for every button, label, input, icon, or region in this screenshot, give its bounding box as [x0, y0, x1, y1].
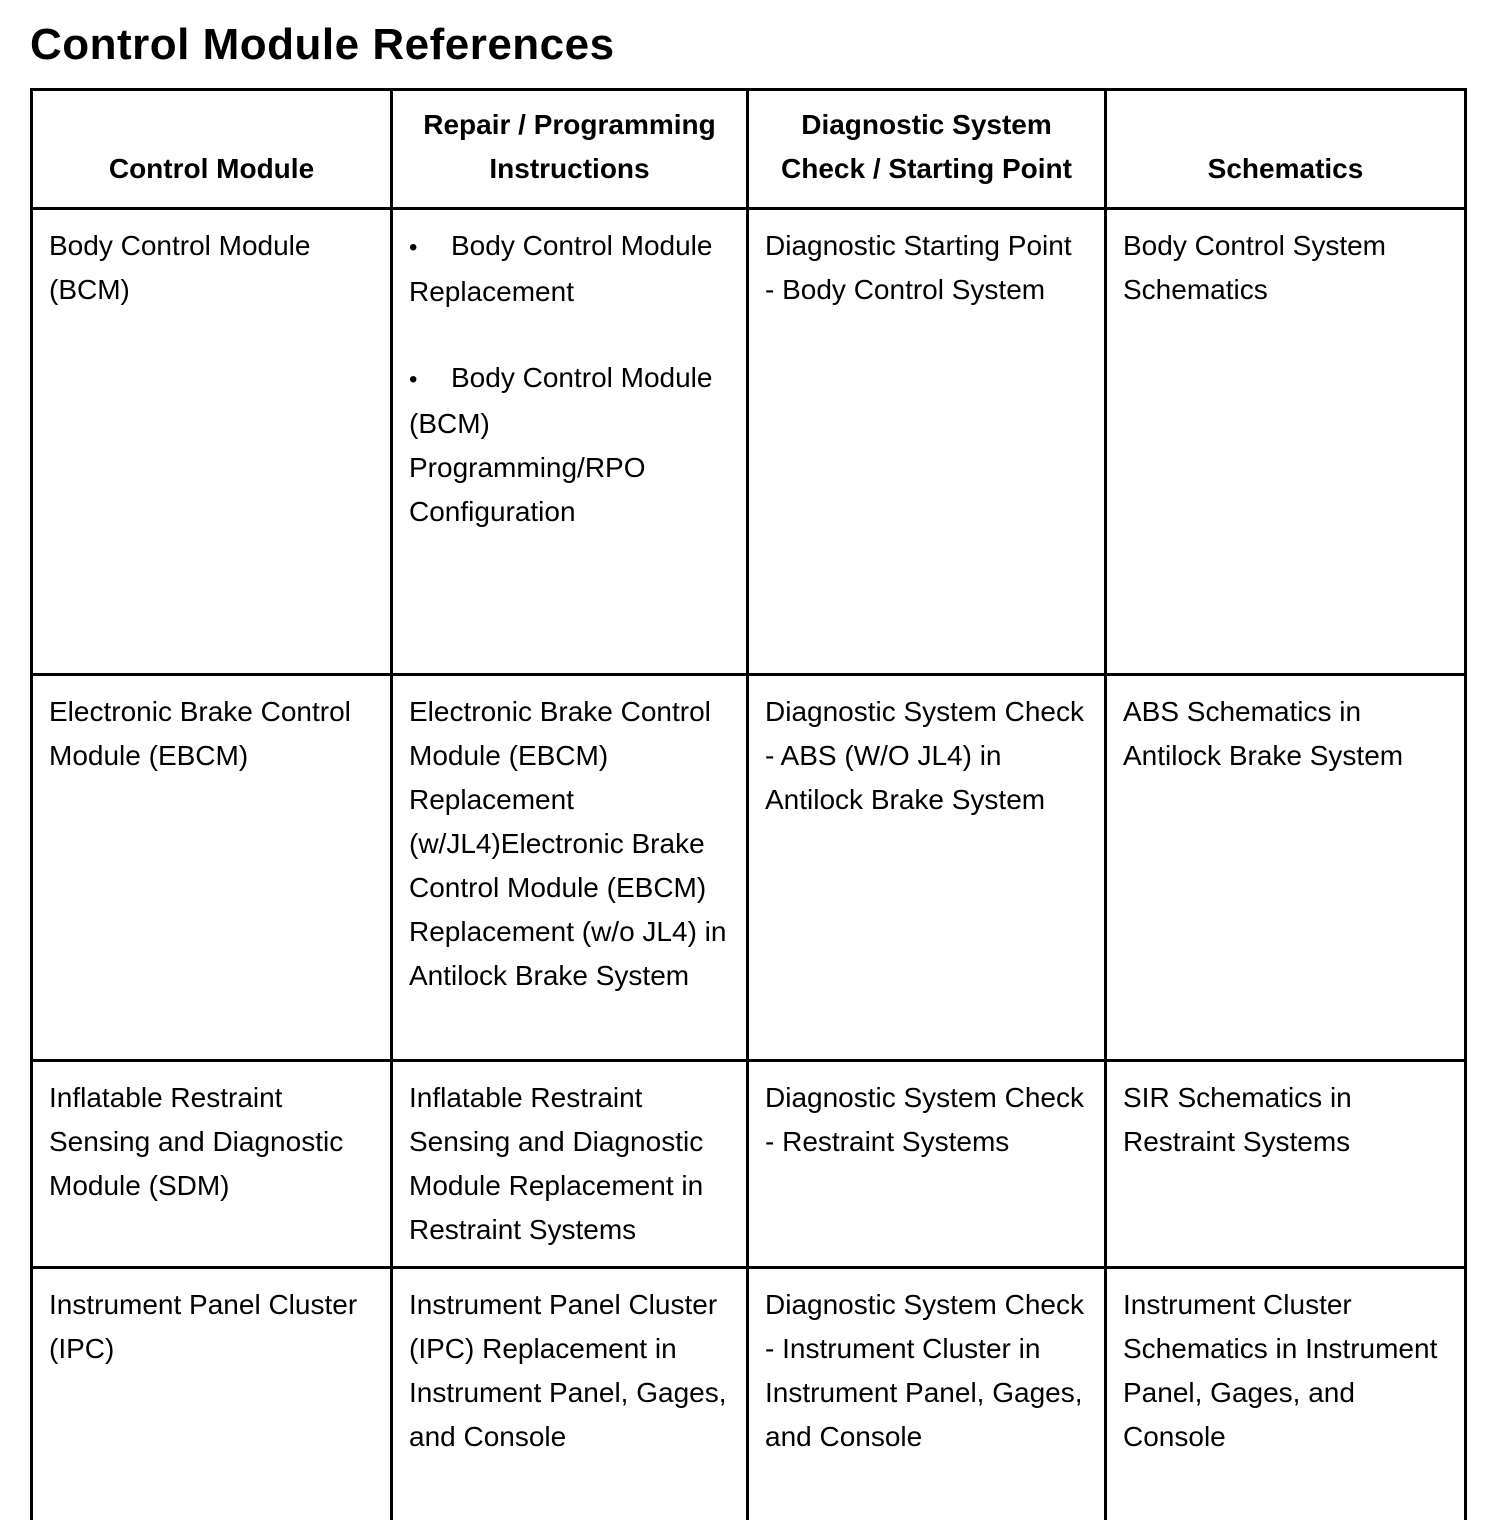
- cell-control-module: [32, 675, 392, 1061]
- cell-diagnostic-check: [748, 675, 1106, 1061]
- cell-schematics: [1106, 675, 1466, 1061]
- repair-instruction-text: Electronic Brake Control Module (EBCM) Replacement (w/JL4)Electronic Brake Control Module (EBCM) Replacement (w/o JL4) in Antilock Brake System: [409, 696, 727, 991]
- diagnostic-check-text: Diagnostic System Check - ABS (W/O JL4) in Antilock Brake System: [765, 696, 1085, 815]
- diagnostic-check-text: Diagnostic System Check - Restraint Systems: [765, 1082, 1085, 1157]
- cell-repair-instructions: [392, 1268, 748, 1520]
- table-row: [32, 1268, 1466, 1520]
- bullet-icon: •: [409, 366, 418, 393]
- cell-control-module: [32, 1268, 392, 1520]
- cell-repair-instructions: [392, 209, 748, 675]
- header-row: [32, 90, 1466, 209]
- table-row: [32, 675, 1466, 1061]
- cell-schematics: [1106, 1268, 1466, 1520]
- repair-instruction-item: [409, 356, 728, 534]
- cell-control-module: [32, 1061, 392, 1268]
- cell-control-module: [32, 209, 392, 675]
- repair-instruction-item: [409, 224, 728, 314]
- control-module-name: Body Control Module (BCM): [49, 230, 311, 305]
- control-module-name: Electronic Brake Control Module (EBCM): [49, 696, 351, 771]
- cell-diagnostic-check: [748, 1061, 1106, 1268]
- cell-schematics: [1106, 1061, 1466, 1268]
- control-module-references-table: [30, 88, 1467, 1520]
- header-control-module: Control Module: [32, 90, 392, 209]
- header-repair-programming-instructions: Repair / Programming Instructions: [392, 90, 748, 209]
- page-title: Control Module References: [30, 20, 615, 69]
- header-schematics: Schematics: [1106, 90, 1466, 209]
- schematics-text: Instrument Cluster Schematics in Instrument Panel, Gages, and Console: [1123, 1289, 1438, 1452]
- table-row: [32, 209, 1466, 675]
- repair-instruction-text: Body Control Module Replacement: [409, 230, 713, 307]
- control-module-name: Instrument Panel Cluster (IPC): [49, 1289, 358, 1364]
- cell-repair-instructions: [392, 1061, 748, 1268]
- schematics-text: SIR Schematics in Restraint Systems: [1123, 1082, 1352, 1157]
- control-module-name: Inflatable Restraint Sensing and Diagnostic Module (SDM): [49, 1082, 344, 1201]
- repair-instruction-text: Inflatable Restraint Sensing and Diagnostic Module Replacement in Restraint Systems: [409, 1082, 704, 1245]
- diagnostic-check-text: Diagnostic Starting Point - Body Control System: [765, 230, 1072, 305]
- repair-instruction-text: Body Control Module (BCM) Programming/RPO Configuration: [409, 362, 713, 527]
- table-row: [32, 1061, 1466, 1268]
- schematics-text: Body Control System Schematics: [1123, 230, 1386, 305]
- diagnostic-check-text: Diagnostic System Check - Instrument Cluster in Instrument Panel, Gages, and Console: [765, 1289, 1085, 1452]
- cell-diagnostic-check: [748, 209, 1106, 675]
- schematics-text: ABS Schematics in Antilock Brake System: [1123, 696, 1404, 771]
- repair-instruction-text: Instrument Panel Cluster (IPC) Replacement in Instrument Panel, Gages, and Console: [409, 1289, 727, 1452]
- header-diagnostic-system-check: Diagnostic System Check / Starting Point: [748, 90, 1106, 209]
- cell-diagnostic-check: [748, 1268, 1106, 1520]
- bullet-icon: •: [409, 234, 418, 261]
- cell-schematics: [1106, 209, 1466, 675]
- cell-repair-instructions: [392, 675, 748, 1061]
